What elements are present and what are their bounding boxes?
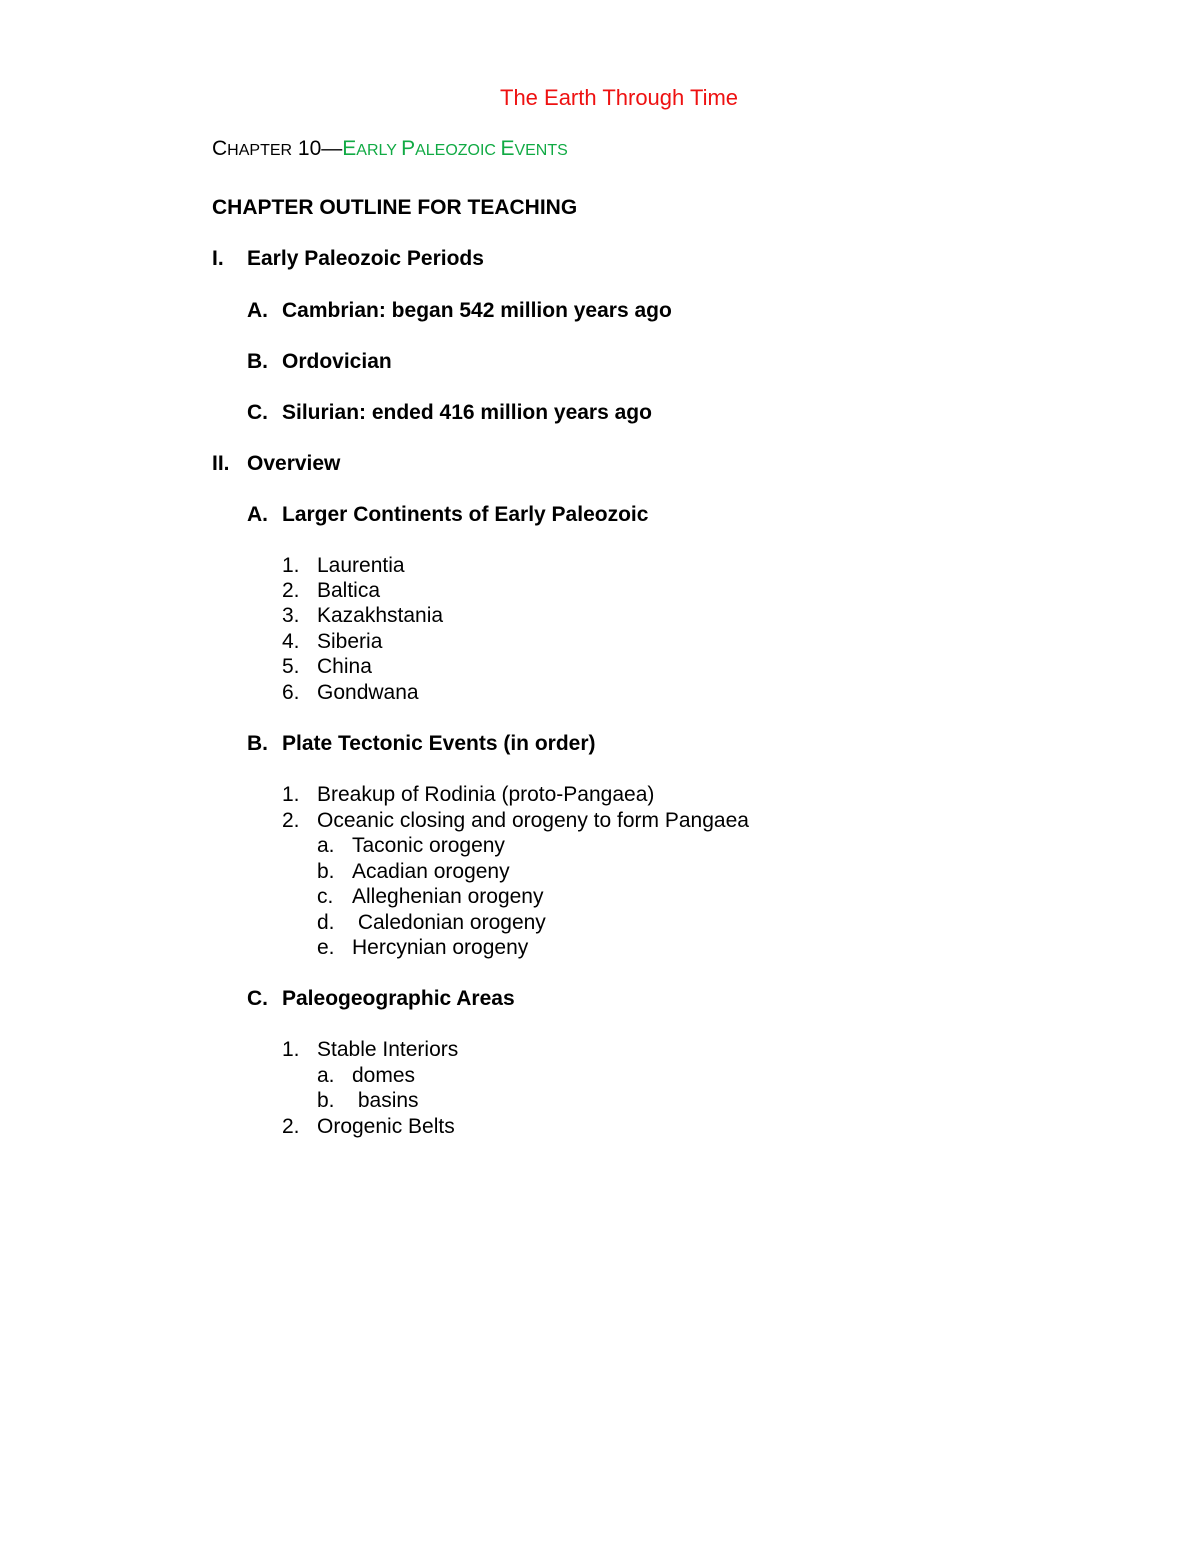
list-marker: 1. (282, 1038, 300, 1061)
list-subitem-text: Hercynian orogeny (352, 936, 529, 959)
outline-marker: B. (247, 350, 268, 373)
document-title: The Earth Through Time (500, 85, 739, 110)
outline-section-text: Overview (247, 452, 341, 475)
list-marker: d. (317, 911, 335, 934)
list-item-text: Orogenic Belts (317, 1115, 455, 1138)
outline-section-text: Early Paleozoic Periods (247, 247, 484, 270)
outline-marker: A. (247, 503, 268, 526)
outline-item-text: Paleogeographic Areas (282, 987, 515, 1010)
chapter-title (342, 137, 568, 160)
list-marker: b. (317, 1089, 335, 1112)
outline-marker: II. (212, 452, 230, 475)
list-item-text: Baltica (317, 579, 381, 602)
chapter-title-cap: E (342, 137, 357, 160)
list-marker: 1. (282, 783, 300, 806)
outline-marker: A. (247, 299, 268, 322)
list-marker: 3. (282, 604, 300, 627)
list-item-text: Kazakhstania (317, 604, 444, 627)
list-item-text: China (317, 655, 372, 678)
chapter-number: 10— (292, 137, 343, 160)
list-marker: a. (317, 834, 335, 857)
outline-item-text: Larger Continents of Early Paleozoic (282, 503, 649, 526)
outline-heading: CHAPTER OUTLINE FOR TEACHING (212, 196, 578, 219)
chapter-prefix-cap: C (212, 137, 228, 160)
list-subitem-text: Acadian orogeny (352, 860, 510, 883)
chapter-title-cap: P (401, 137, 416, 160)
list-item-text: Breakup of Rodinia (proto-Pangaea) (317, 783, 655, 806)
list-item-text: Gondwana (317, 681, 419, 704)
list-subitem-text: Caledonian orogeny (352, 911, 546, 934)
outline-item-text: Cambrian: began 542 million years ago (282, 299, 672, 322)
list-marker: 2. (282, 809, 300, 832)
list-marker: 1. (282, 554, 300, 577)
list-marker: 6. (282, 681, 300, 704)
list-subitem-text: domes (352, 1064, 416, 1087)
outline-marker: C. (247, 987, 268, 1010)
outline-marker: C. (247, 401, 268, 424)
list-marker: a. (317, 1064, 335, 1087)
list-item-text: Oceanic closing and orogeny to form Pangaea (317, 809, 749, 832)
list-subitem-text: basins (352, 1089, 419, 1112)
outline-item-text: Ordovician (282, 350, 392, 373)
chapter-title-cap: E (500, 137, 515, 160)
outline-marker: B. (247, 732, 268, 755)
list-item-text: Siberia (317, 630, 383, 653)
list-marker: c. (317, 885, 334, 908)
list-marker: 5. (282, 655, 300, 678)
chapter-heading (212, 136, 568, 164)
list-item-text: Stable Interiors (317, 1038, 459, 1061)
chapter-title-small: ARLY (356, 142, 402, 159)
list-marker: 2. (282, 579, 300, 602)
list-marker: e. (317, 936, 335, 959)
chapter-prefix-small: HAPTER (227, 142, 293, 159)
list-subitem-text: Taconic orogeny (352, 834, 505, 857)
outline-marker: I. (212, 247, 224, 270)
list-marker: b. (317, 860, 335, 883)
outline-item-text: Plate Tectonic Events (in order) (282, 732, 596, 755)
chapter-title-small: VENTS (514, 142, 568, 159)
chapter-title-small: ALEOZOIC (415, 142, 501, 159)
list-subitem-text: Alleghenian orogeny (352, 885, 544, 908)
list-item-text: Laurentia (317, 554, 405, 577)
list-marker: 2. (282, 1115, 300, 1138)
list-marker: 4. (282, 630, 300, 653)
outline-item-text: Silurian: ended 416 million years ago (282, 401, 652, 424)
